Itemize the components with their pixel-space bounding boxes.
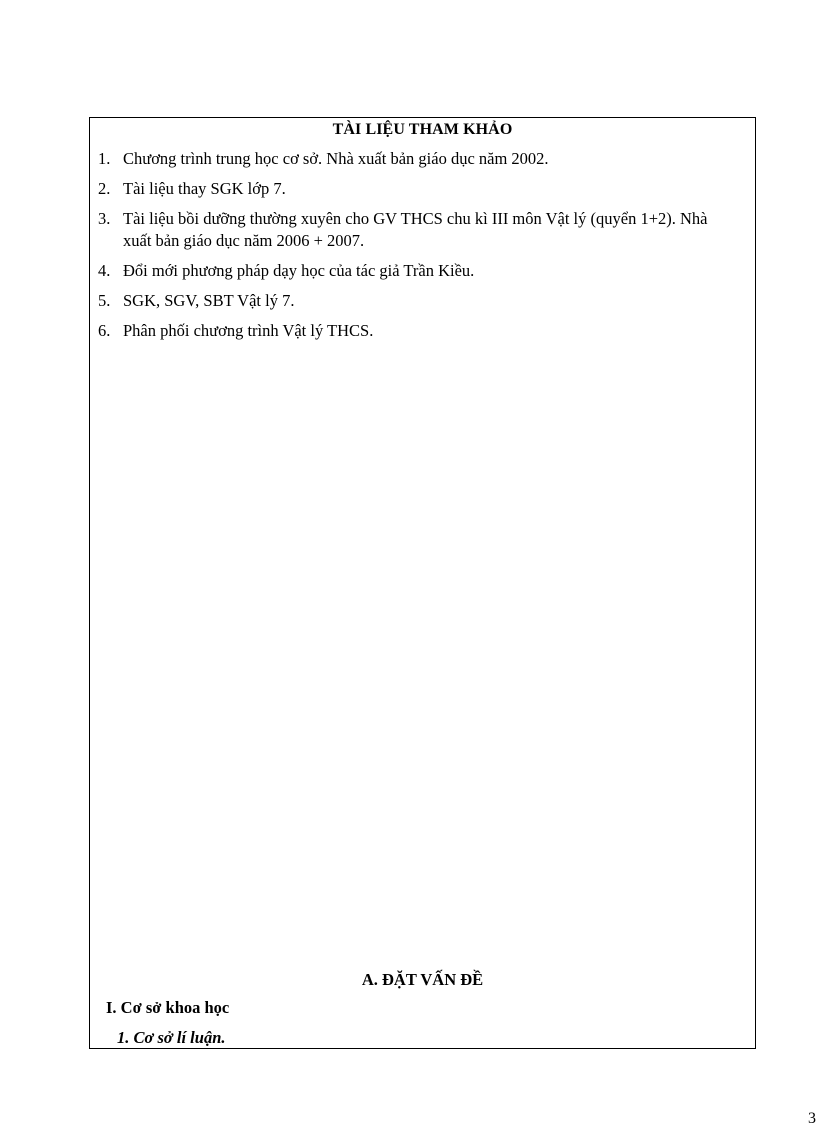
- list-item-text: Đổi mới phương pháp dạy học của tác giả Trần Kiều.: [123, 261, 475, 280]
- references-list: [98, 148, 718, 350]
- section-heading-i: I. Cơ sở khoa học: [106, 998, 230, 1017]
- list-item-number: 5.: [98, 291, 111, 310]
- list-item-number: 2.: [98, 179, 111, 198]
- list-item-number: 3.: [98, 209, 111, 228]
- list-item: [98, 178, 718, 200]
- list-item-text: Chương trình trung học cơ sở. Nhà xuất bản giáo dục năm 2002.: [123, 149, 549, 168]
- list-item-number: 6.: [98, 321, 111, 340]
- content-frame: [89, 117, 756, 1049]
- subsection-heading-1: 1. Cơ sở lí luận.: [117, 1028, 226, 1047]
- list-item: [98, 208, 718, 252]
- references-title: TÀI LIỆU THAM KHẢO: [332, 121, 513, 138]
- list-item-text: Tài liệu thay SGK lớp 7.: [123, 179, 286, 198]
- list-item-number: 4.: [98, 261, 111, 280]
- list-item-number: 1.: [98, 149, 111, 168]
- page-number: 3: [808, 1110, 816, 1127]
- list-item: [98, 290, 718, 312]
- list-item: [98, 320, 718, 342]
- section-heading-a: A. ĐẶT VẤN ĐỀ: [361, 970, 484, 989]
- list-item: [98, 148, 718, 170]
- list-item-text: SGK, SGV, SBT Vật lý 7.: [123, 291, 295, 310]
- list-item-text: Tài liệu bồi dưỡng thường xuyên cho GV THCS chu kì III môn Vật lý (quyển 1+2). Nhà xuất bản giáo dục năm 2006 + 2007.: [123, 209, 708, 250]
- list-item: [98, 260, 718, 282]
- list-item-text: Phân phối chương trình Vật lý THCS.: [123, 321, 374, 340]
